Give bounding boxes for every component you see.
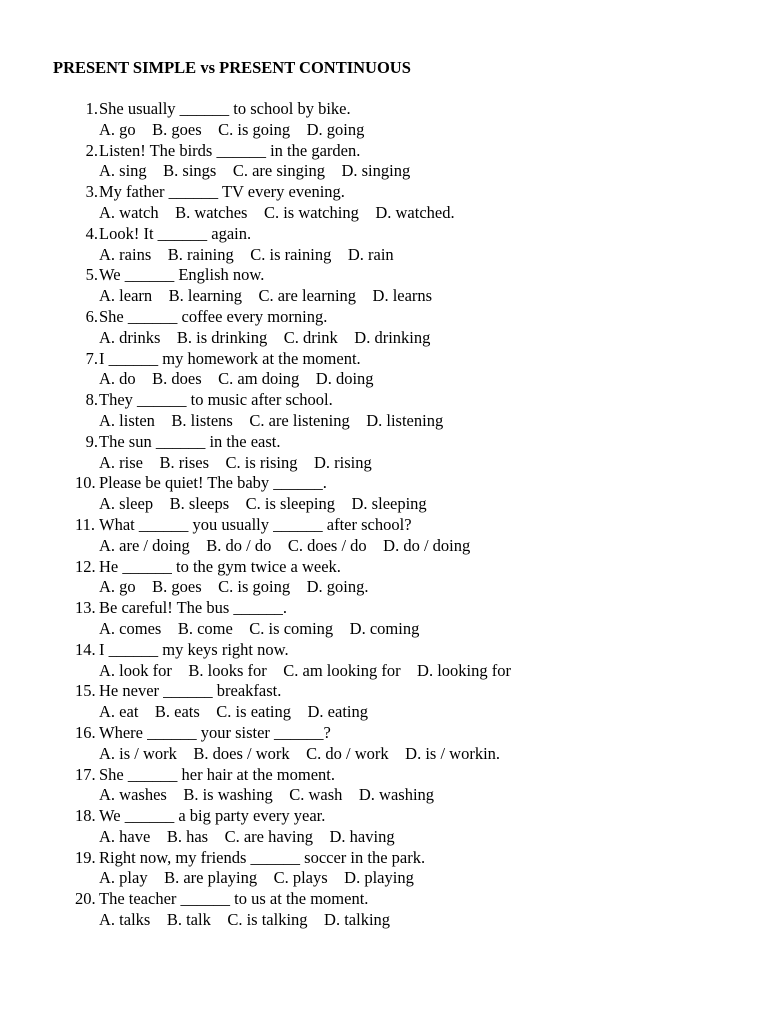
question-number: 10. (75, 473, 96, 493)
question-options: A. listen B. listens C. are listening D. listening (99, 410, 444, 430)
question-options: A. watch B. watches C. is watching D. watched. (99, 202, 455, 222)
question-text: Be careful! The bus ______. (99, 598, 288, 618)
question-item (0, 390, 768, 432)
question-number: 16. (75, 722, 96, 742)
question-text: What ______ you usually ______ after school? (99, 514, 412, 534)
question-text: Please be quiet! The baby ______. (99, 473, 327, 493)
question-text: Right now, my friends ______ soccer in the park. (99, 847, 426, 867)
question-options: A. talks B. talk C. is talking D. talking (99, 910, 391, 930)
question-item (0, 432, 768, 474)
question-item (0, 640, 768, 682)
question-options: A. go B. goes C. is going D. going (99, 119, 365, 139)
question-text: The sun ______ in the east. (99, 431, 281, 451)
question-number: 2. (85, 140, 98, 160)
question-item (0, 182, 768, 224)
question-text: We ______ a big party every year. (99, 806, 326, 826)
question-text: She ______ her hair at the moment. (99, 764, 335, 784)
question-item (0, 224, 768, 266)
question-options: A. washes B. is washing C. wash D. washing (99, 785, 435, 805)
question-text: She ______ coffee every morning. (99, 306, 328, 326)
question-item (0, 307, 768, 349)
question-options: A. rise B. rises C. is rising D. rising (99, 452, 372, 472)
question-text: They ______ to music after school. (99, 390, 333, 410)
question-item (0, 765, 768, 807)
question-options: A. look for B. looks for C. am looking for D. looking for (99, 660, 512, 680)
question-options: A. drinks B. is drinking C. drink D. drinking (99, 327, 431, 347)
question-item (0, 598, 768, 640)
question-options: A. comes B. come C. is coming D. coming (99, 618, 420, 638)
question-text: I ______ my keys right now. (99, 639, 289, 659)
question-text: I ______ my homework at the moment. (99, 348, 361, 368)
question-number: 6. (85, 306, 98, 326)
question-options: A. is / work B. does / work C. do / work D. is / workin. (99, 743, 501, 763)
question-text: My father ______ TV every evening. (99, 182, 345, 202)
question-text: Look! It ______ again. (99, 223, 252, 243)
question-text: He ______ to the gym twice a week. (99, 556, 341, 576)
question-options: A. sleep B. sleeps C. is sleeping D. sleeping (99, 494, 427, 514)
question-text: The teacher ______ to us at the moment. (99, 889, 369, 909)
question-number: 17. (75, 764, 96, 784)
question-item (0, 889, 768, 931)
question-number: 12. (75, 556, 96, 576)
question-number: 13. (75, 598, 96, 618)
question-list (0, 99, 768, 931)
worksheet-title: PRESENT SIMPLE vs PRESENT CONTINUOUS (53, 58, 411, 77)
question-item (0, 848, 768, 890)
question-number: 1. (85, 99, 98, 118)
question-options: A. have B. has C. are having D. having (99, 826, 395, 846)
question-number: 5. (85, 265, 98, 285)
question-text: She usually ______ to school by bike. (99, 99, 351, 118)
question-item (0, 557, 768, 599)
question-options: A. rains B. raining C. is raining D. rain (99, 244, 394, 264)
question-number: 8. (85, 390, 98, 410)
question-options: A. sing B. sings C. are singing D. singing (99, 161, 411, 181)
question-item (0, 265, 768, 307)
question-item (0, 141, 768, 183)
question-number: 7. (85, 348, 98, 368)
question-item (0, 99, 768, 141)
question-item (0, 806, 768, 848)
question-number: 18. (75, 806, 96, 826)
question-number: 3. (85, 182, 98, 202)
question-number: 11. (75, 514, 96, 534)
question-number: 9. (85, 431, 98, 451)
question-number: 4. (85, 223, 98, 243)
question-options: A. are / doing B. do / do C. does / do D. do / doing (99, 535, 471, 555)
question-number: 19. (75, 847, 96, 867)
question-text: He never ______ breakfast. (99, 681, 282, 701)
question-number: 20. (75, 889, 96, 909)
question-options: A. play B. are playing C. plays D. playing (99, 868, 414, 888)
question-text: Where ______ your sister ______? (99, 722, 331, 742)
question-item (0, 349, 768, 391)
question-item (0, 515, 768, 557)
question-item (0, 473, 768, 515)
question-number: 14. (75, 639, 96, 659)
question-options: A. go B. goes C. is going D. going. (99, 577, 369, 597)
question-options: A. do B. does C. am doing D. doing (99, 369, 374, 389)
question-number: 15. (75, 681, 96, 701)
question-options: A. eat B. eats C. is eating D. eating (99, 702, 368, 722)
question-text: We ______ English now. (99, 265, 265, 285)
question-item (0, 681, 768, 723)
question-options: A. learn B. learning C. are learning D. learns (99, 286, 433, 306)
question-text: Listen! The birds ______ in the garden. (99, 140, 361, 160)
question-item (0, 723, 768, 765)
